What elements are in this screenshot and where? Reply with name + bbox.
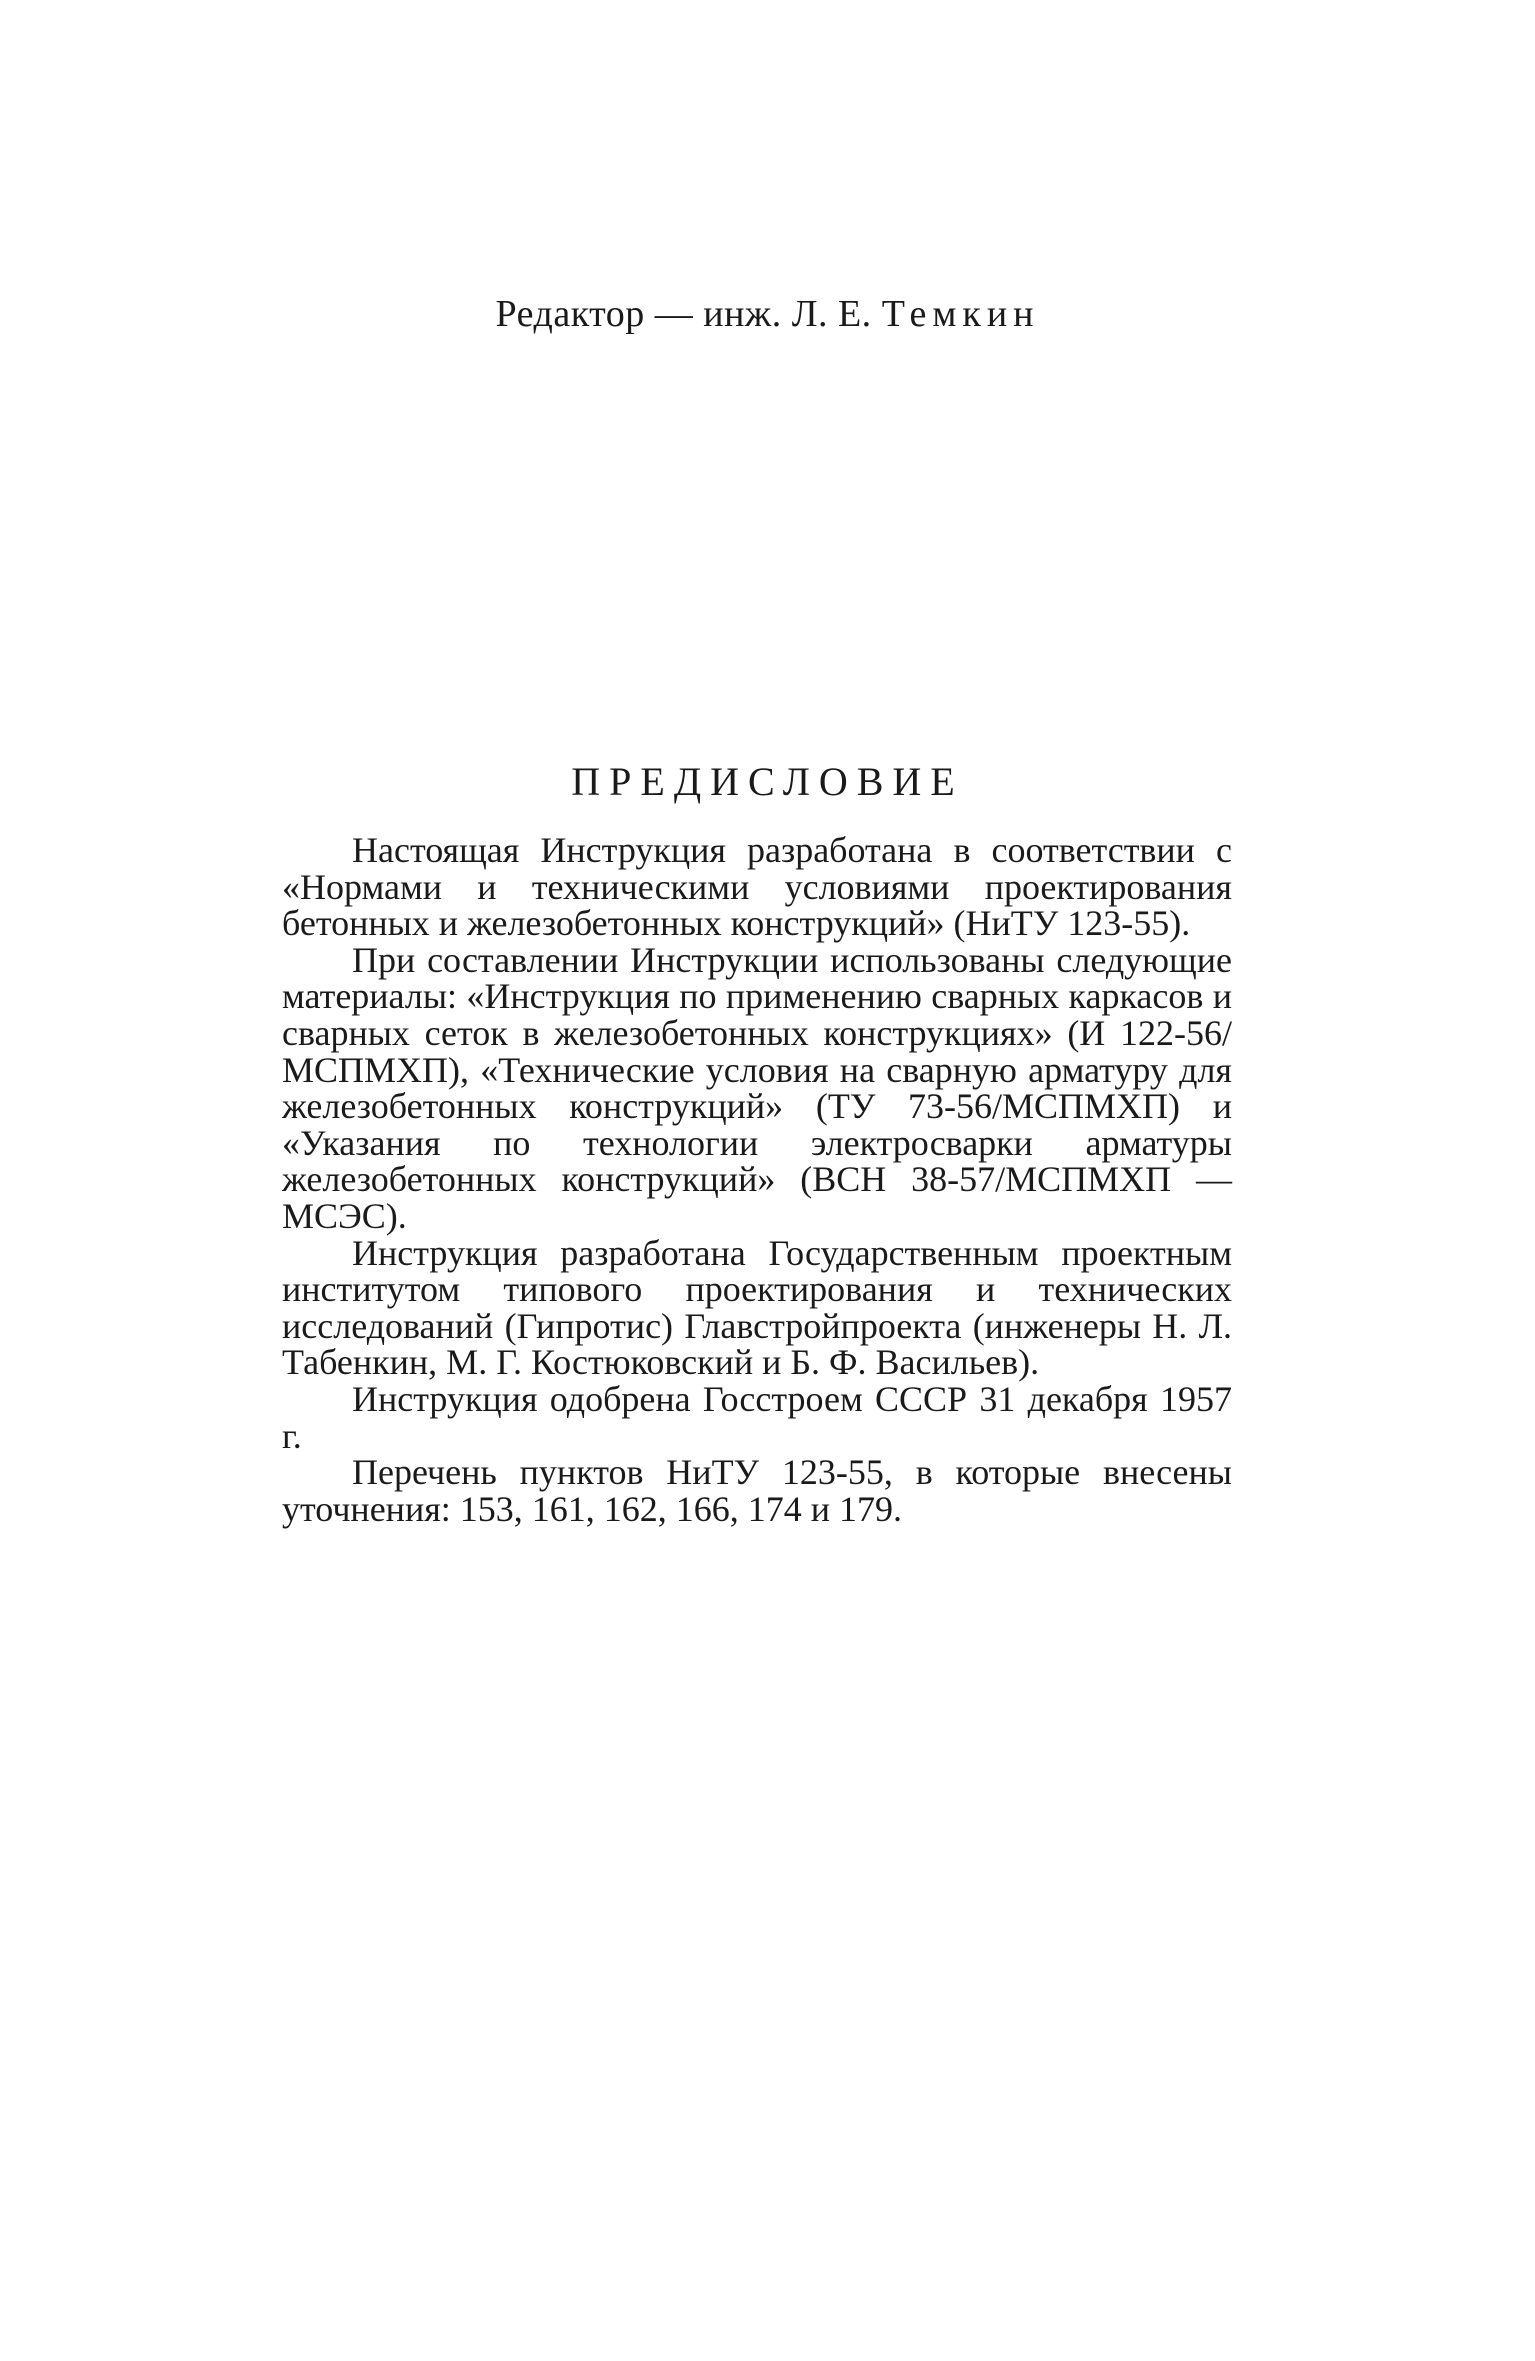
editor-name: Темкин [881,293,1040,335]
paragraph-5: Перечень пунктов НиТУ 123-55, в которые внесены уточнения: 153, 161, 162, 166, 174 и 179. [282,1452,1232,1529]
paragraph-1: Настоящая Инструкция разработана в соответствии с «Нормами и техническими условиями проектирования бетонных и железобетонных конструкций» (НиТУ 123-55). [282,830,1232,944]
editor-credit [0,292,1535,336]
preface-body [282,832,1232,1527]
paragraph-2: При составлении Инструкции использованы следующие материалы: «Инструкция по применению сварных каркасов и сварных сеток в железобетонных конструкциях» (И 122-56/МСПМХП), «Технические условия на сварную арматуру для железобетонных конструкций» (ТУ 73-56/МСПМХП) и «Указания по технологии электросварки арматуры железобетонных конструкций» (ВСН 38-57/МСПМХП — МСЭС). [282,939,1232,1236]
section-heading: ПРЕДИСЛОВИЕ [571,759,964,804]
paragraph-3: Инструкция разработана Государственным проектным институтом типового проектирования и технических исследований (Гипротис) Главстройпроекта (инженеры Н. Л. Табенкин, М. Г. Костюковский и Б. Ф. Васильев). [282,1232,1232,1383]
editor-credit-prefix: Редактор — инж. Л. Е. [495,293,882,335]
paragraph-4: Инструкция одобрена Госстроем СССР 31 декабря 1957 г. [282,1378,1232,1456]
